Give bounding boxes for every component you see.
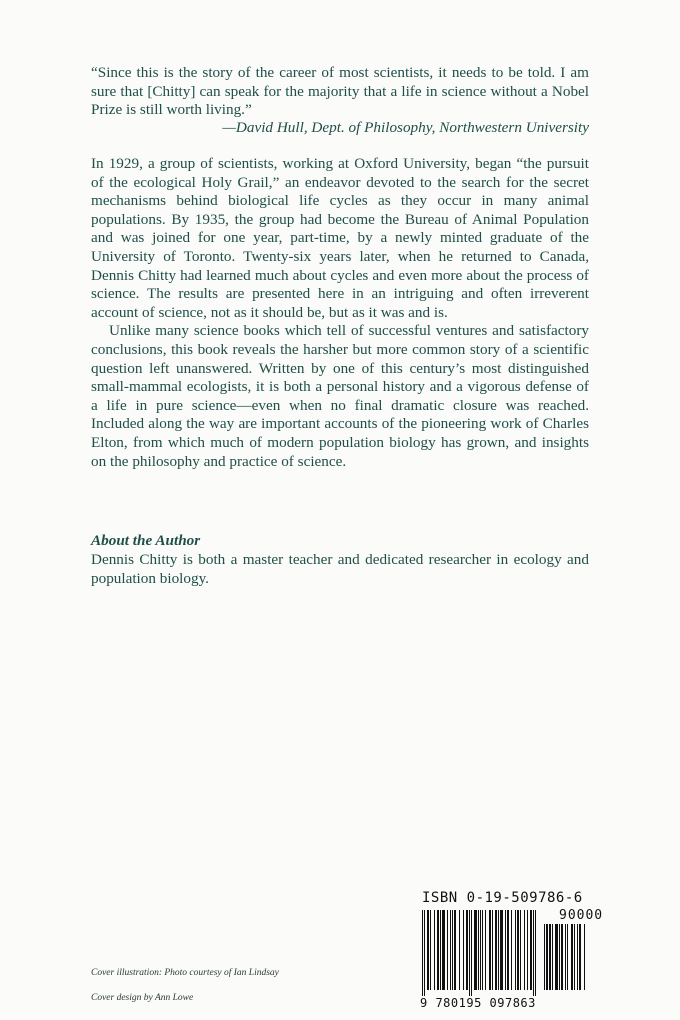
- quote-attribution: —David Hull, Dept. of Philosophy, Northwestern University: [222, 119, 589, 136]
- isbn-barcode: [420, 890, 610, 1015]
- cover-illustration-credit: Cover illustration: Photo courtesy of Ian Lindsay: [91, 968, 279, 978]
- description-paragraph-1: In 1929, a group of scientists, working at Oxford University, began “the pursuit of the ecological Holy Grail,” an endeavor devoted to the search for the secret mechanisms behind biological life cycles as they occur in many animal populations. By 1935, the group had become the Bureau of Animal Population and was joined for one year, part-time, by a newly minted graduate of the University of Toronto. Twenty-six years later, when he returned to Canada, Dennis Chitty had learned much about cycles and even more about the process of science. The results are presented here in an intriguing and often irreverent account of science, not as it should be, but as it was and is.: [91, 155, 589, 321]
- endorsement-quote: “Since this is the story of the career of most scientists, it needs to be told. I am sure that [Chitty] can speak for the majority that a life in science without a Nobel Prize is still worth living.”: [91, 64, 589, 119]
- book-description: [91, 155, 589, 471]
- addon-barcode-graphic: [544, 924, 606, 996]
- barcode-digits: 9 780195 097863: [420, 996, 536, 1010]
- about-author-text: Dennis Chitty is both a master teacher and dedicated researcher in ecology and population biology.: [91, 551, 589, 587]
- cover-design-credit: Cover design by Ann Lowe: [91, 993, 194, 1003]
- about-author-heading: About the Author: [91, 532, 201, 549]
- description-paragraph-2: Unlike many science books which tell of successful ventures and satisfactory conclusions, this book reveals the harsher but more common story of a scientific question left unanswered. Written by one of this century’s most distinguished small-mammal ecologists, it is both a personal history and a vigorous defense of a life in pure science—even when no final dramatic closure was reached. Included along the way are important accounts of the pioneering work of Charles Elton, from which much of modern population biology has grown, and insights on the philosophy and practice of science.: [91, 322, 589, 470]
- isbn-label: ISBN 0-19-509786-6: [422, 890, 583, 906]
- price-code: 90000: [559, 908, 604, 923]
- ean-barcode-graphic: [422, 910, 540, 996]
